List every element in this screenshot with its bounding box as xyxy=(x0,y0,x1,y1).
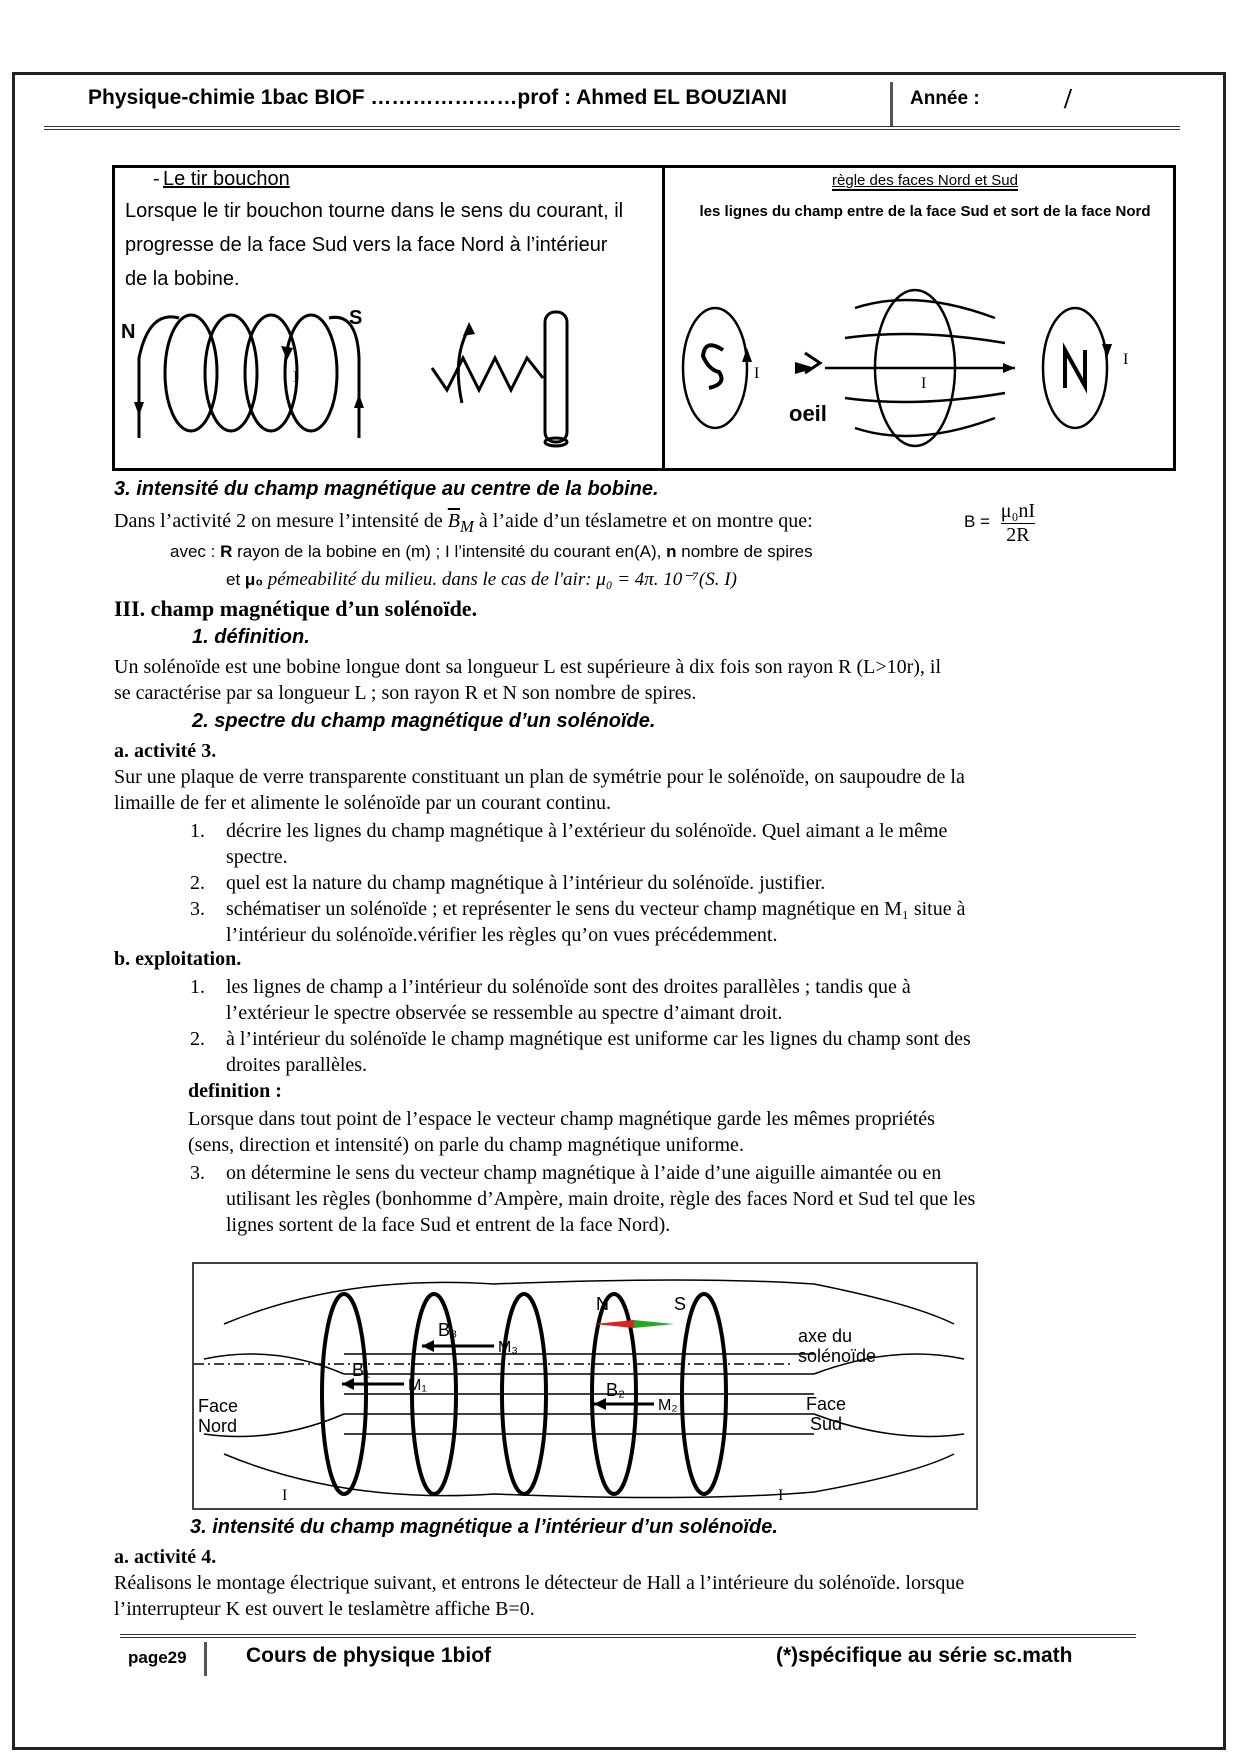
definition-uniform-1: Lorsque dans tout point de l’espace le vecteur champ magnétique garde les mêmes propriétés xyxy=(188,1108,935,1130)
section3-title: 3. intensité du champ magnétique au centre de la bobine. xyxy=(114,478,659,500)
mu-label: μ₀ xyxy=(244,570,263,589)
faces-rule-illustration xyxy=(675,268,1175,468)
header-annee-label: Année : xyxy=(910,88,980,109)
definition-heading: 1. définition. xyxy=(192,626,310,648)
answer-3-line2: utilisant les règles (bonhomme d’Ampère, main droite, règle des faces Nord et Sud tel que les xyxy=(226,1188,976,1210)
current-right-label: I xyxy=(778,1487,784,1504)
answer-1-line1: les lignes de champ a l’intérieur du solénoïde sont des droites parallèles ; tandis que à xyxy=(226,976,911,998)
definition-text-1: Un solénoïde est une bobine longue dont sa longueur L est supérieure à dix fois son rayon R (L>10r), il xyxy=(114,656,942,678)
face-nord-line1: Face xyxy=(198,1396,239,1416)
question-3-line1: schématiser un solénoïde ; et représenter le sens du vecteur champ magnétique en M₁ situe à xyxy=(226,898,966,920)
exploitation-heading: b. exploitation. xyxy=(114,948,242,970)
m2-label: M₂ xyxy=(658,1397,678,1414)
footer-specific: (*)spécifique au série sc.math xyxy=(776,1644,1073,1667)
coil-illustration xyxy=(119,298,409,468)
axe-label-line2: solénoïde xyxy=(798,1346,877,1366)
mu-text: pémeabilité du milieu. dans le cas de l'air: μ₀ = 4π. 10⁻⁷(S. I) xyxy=(267,569,737,590)
n-label: n xyxy=(666,542,677,561)
definition-uniform-2: (sens, direction et intensité) on parle du champ magnétique uniforme. xyxy=(188,1134,744,1156)
question-2-number: 2. xyxy=(190,872,205,894)
current-left-label: I xyxy=(282,1487,288,1504)
section3-line1 xyxy=(114,510,813,537)
m3-label: M₃ xyxy=(498,1339,518,1356)
question-1-number: 1. xyxy=(190,820,205,842)
header-divider xyxy=(890,82,893,126)
question-2-line1: quel est la nature du champ magnétique à l’intérieur du solénoïde. justifier. xyxy=(226,872,826,894)
answer-3-line1: on détermine le sens du vecteur champ magnétique à l’aide d’une aiguille aimantée ou en xyxy=(226,1162,942,1184)
avec-line xyxy=(170,542,813,562)
b2-label: B₂ xyxy=(606,1380,625,1400)
avec-text: rayon de la bobine en (m) ; I l’intensité du courant en(A), xyxy=(237,542,662,561)
formula-b xyxy=(964,500,1035,547)
header-mark: / xyxy=(1064,84,1072,115)
definition-subheading: definition : xyxy=(188,1080,282,1102)
answer-2-line1: à l’intérieur du solénoïde le champ magnétique est uniforme car les lignes du champ sont des xyxy=(226,1028,971,1050)
definition-text-2: se caractérise par sa longueur L ; son rayon R et N son nombre de spires. xyxy=(114,682,697,704)
question-1-line2: spectre. xyxy=(226,846,288,868)
tir-bouchon-title: Le tir bouchon xyxy=(163,168,290,190)
vector-bm xyxy=(447,510,474,536)
face-sud-line1: Face xyxy=(806,1394,847,1414)
avec-text2: nombre de spires xyxy=(681,542,813,561)
part3-title: III. champ magnétique d’un solénoïde. xyxy=(114,596,478,621)
question-3-line2: l’intérieur du solénoïde.vérifier les règles qu’on vues précédemment. xyxy=(226,924,778,946)
m1-label: M₁ xyxy=(408,1377,427,1394)
footer-page-number: page29 xyxy=(128,1648,187,1667)
vector-bm-letter: $\overline{B}$ xyxy=(447,510,461,532)
answer-3-line3: lignes sortent de la face Sud et entrent de la face Nord). xyxy=(226,1214,671,1236)
coil-label-i: I xyxy=(293,369,299,386)
formula-numerator: μ₀nI xyxy=(1000,500,1036,522)
answer-1-line2: l’extérieur le spectre observée se ressemble au spectre d’aimant droit. xyxy=(226,1002,783,1024)
faces-label-i-right: I xyxy=(1123,351,1129,368)
header-title: Physique-chimie 1bac BIOF …………………prof : Ahmed EL BOUZIANI xyxy=(88,86,787,109)
avec-prefix: avec : xyxy=(170,542,216,561)
mu-line xyxy=(226,568,737,591)
question-1-line1: décrire les lignes du champ magnétique à l’extérieur du solénoïde. Quel aimant a le même xyxy=(226,820,948,842)
spectre-heading: 2. spectre du champ magnétique d’un solénoïde. xyxy=(192,710,656,732)
figures-divider xyxy=(662,168,665,468)
faces-label-i-left: I xyxy=(754,365,760,382)
activite3-text-2: limaille de fer et alimente le solénoïde par un courant continu. xyxy=(114,792,612,814)
activite3-text-1: Sur une plaque de verre transparente constituant un plan de symétrie pour le solénoïde, on saupoudre de la xyxy=(114,766,965,788)
answer-1-number: 1. xyxy=(190,976,205,998)
et-prefix: et xyxy=(226,570,241,589)
b3-label: B₃ xyxy=(438,1320,458,1340)
section3-line1-text: Dans l’activité 2 on mesure l’intensité de xyxy=(114,510,443,532)
formula-lhs: B = xyxy=(964,512,990,531)
coil-label-n: N xyxy=(121,321,136,343)
tir-bouchon-dash: - xyxy=(153,168,160,190)
intensite-solenoide-heading: 3. intensité du champ magnétique a l’intérieur d’un solénoïde. xyxy=(190,1516,778,1538)
activite3-heading: a. activité 3. xyxy=(114,740,217,762)
answer-3-number: 3. xyxy=(190,1162,205,1184)
solenoid-figure xyxy=(192,1262,978,1510)
eye-label: oeil xyxy=(789,401,827,426)
b1-label: B₁ xyxy=(352,1360,371,1380)
needle-n-label: N xyxy=(596,1294,609,1314)
page-header xyxy=(44,82,1180,130)
coil-label-s: S xyxy=(349,307,363,329)
regle-faces-title-text: règle des faces Nord et Sud xyxy=(832,172,1018,189)
tir-bouchon-text: Lorsque le tir bouchon tourne dans le sens du courant, il progresse de la face Sud vers la face Nord à l’intérieur de la bobine. xyxy=(125,200,624,290)
needle-s-label: S xyxy=(674,1294,687,1314)
question-3-number: 3. xyxy=(190,898,205,920)
footer-divider xyxy=(204,1642,207,1676)
face-sud-line2: Sud xyxy=(810,1414,843,1434)
corkscrew-icon xyxy=(427,308,587,458)
vector-bm-sub: M xyxy=(460,517,474,536)
answer-2-line2: droites parallèles. xyxy=(226,1054,368,1076)
formula-denominator: 2R xyxy=(1006,524,1030,546)
face-nord-line2: Nord xyxy=(198,1416,238,1436)
page-footer xyxy=(120,1634,1136,1678)
regle-faces-title xyxy=(675,172,1175,189)
section3-line1-end: à l’aide d’un téslametre et on montre que: xyxy=(478,510,813,532)
answer-2-number: 2. xyxy=(190,1028,205,1050)
regle-faces-text: les lignes du champ entre de la face Sud et sort de la face Nord xyxy=(699,203,1151,220)
axe-label-line1: axe du xyxy=(798,1326,853,1346)
figures-box xyxy=(112,165,1176,471)
r-label: R xyxy=(220,542,233,561)
activite4-text-2: l’interrupteur K est ouvert le teslamètre affiche B=0. xyxy=(114,1598,535,1620)
activite4-text-1: Réalisons le montage électrique suivant, et entrons le détecteur de Hall a l’intérieure du solénoïde. lorsque xyxy=(114,1572,965,1594)
solenoid-diagram xyxy=(194,1264,976,1508)
activite4-heading: a. activité 4. xyxy=(114,1546,217,1568)
formula-fraction xyxy=(1001,500,1035,547)
footer-course: Cours de physique 1biof xyxy=(246,1644,492,1667)
faces-label-i-center: I xyxy=(921,375,927,392)
